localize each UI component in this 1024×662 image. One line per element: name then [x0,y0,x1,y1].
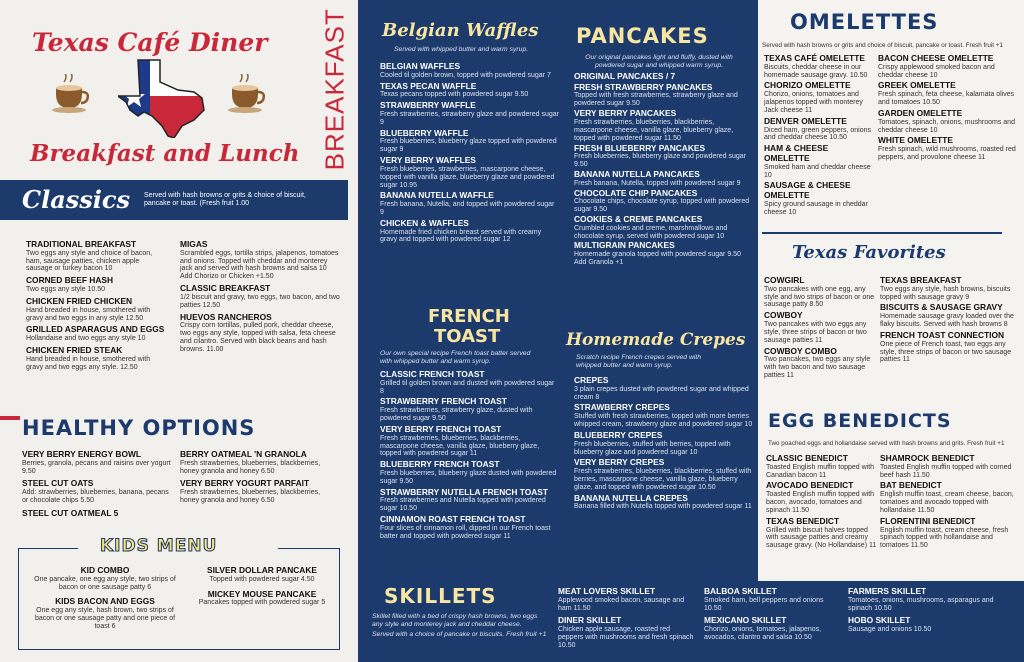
menu-item-name: TEXAS PECAN WAFFLE [380,80,477,91]
menu-item [764,276,878,309]
left-panel [0,0,358,662]
menu-item-name: CHICKEN & WAFFLES [380,217,469,228]
crepes-title: Homemade Crepes [566,330,746,350]
menu-item-description: Grilled with biscuit halves topped with sausage patties and creamy sausage gravy. (No Hollandaise) 11 [766,526,877,550]
menu-item-description: Fresh strawberries, blueberries, blackberries, honey granola and honey 6.50 [180,459,321,475]
menu-item [26,297,166,322]
menu-item-description: Hollandaise and two eggs any style 10 [26,335,146,343]
menu-item [26,325,166,343]
menu-item [380,370,560,395]
menu-item [380,101,560,126]
menu-item [704,587,840,612]
menu-item-description: Fresh blueberries, strawberries, mascarpone cheese, topped with vanilla glaze, blueberry glaze and powdered sugar 10.95 [380,165,555,189]
menu-item-description: Toasted English muffin topped with Canadian bacon 11 [766,463,875,479]
menu-item-description: Texas pecans topped with powdered sugar 9.50 [380,91,529,99]
menu-item [574,241,754,266]
menu-item [764,54,876,79]
menu-item-name: TRADITIONAL BREAKFAST [26,239,137,249]
menu-item [574,144,754,169]
menu-item-name: BAT BENEDICT [880,480,942,491]
menu-item-name: CHORIZO OMELETTE [764,80,851,91]
menu-item [878,81,1018,106]
menu-item-description: Tomatoes, onions, mushrooms, asparagus and spinach 10.50 [848,596,994,612]
menu-item [574,109,754,142]
menu-item [558,616,694,649]
skillets-title: SKILLETS [384,584,497,608]
menu-item-name: TEXAS BREAKFAST [880,275,962,285]
menu-item [380,219,560,244]
menu-item [574,431,754,456]
menu-item-name: DINER SKILLET [558,615,622,626]
french-title-1: FRENCH [428,306,510,327]
middle-panel [358,0,758,581]
menu-item-name: STRAWBERRY NUTELLA FRENCH TOAST [380,486,548,497]
menu-item-name: FRESH BLUEBERRY PANCAKES [574,142,706,153]
menu-item-name: BANANA NUTELLA WAFFLE [380,190,494,201]
menu-item-name: SAUSAGE & CHEESE OMELETTE [764,180,851,201]
menu-item-name: STEEL CUT OATS [22,478,94,489]
favorites-right-list [880,276,1020,366]
menu-item [30,566,180,591]
menu-item [766,517,878,550]
menu-item-description: Fresh blueberries, blueberry glaze topped with powdered sugar 9 [380,138,557,154]
omelettes-note: Served with hash browns or grits and choice of biscuit, pancake or toast. Fresh fruit +1 [762,42,1003,49]
menu-item-description: Homemade sausage gravy loaded over the flaky biscuits. Served with hash browns 8 [880,313,1014,329]
waffles-title: Belgian Waffles [382,20,539,41]
menu-item-name: TEXAS CAFÉ OMELETTE [764,53,865,63]
menu-item [764,81,876,114]
menu-item-description: Fresh strawberries, blueberries, blackberries, honey granola and honey 6.50 [180,489,321,505]
menu-item-description: Crispy corn tortillas, pulled pork, cheddar cheese, two eggs any style, topped with salsa, feta cheese and cilantro. Served with black beans and hash browns. 11.00 [180,322,336,354]
menu-item-name: BELGIAN WAFFLES [380,61,461,71]
kids-right-list [192,566,332,613]
menu-item-name: VERY BERRY ENERGY BOWL [22,449,141,459]
menu-item-description: Chorizo, onions, tomatoes and jalapenos topped with monterey Jack cheese 11 [764,91,863,114]
classics-right-list [180,240,340,357]
menu-item-description: Four slices of cinnamon roll, dipped in our French toast batter and topped with powdered sugar 11 [380,524,551,540]
menu-item-name: BLUEBERRY FRENCH TOAST [380,459,500,470]
menu-item-name: DENVER OMELETTE [764,115,847,126]
menu-item-name: FARMERS SKILLET [848,586,927,596]
menu-item-description: Berries, granola, pecans and raisins over yogurt 9.50 [22,459,171,475]
menu-item-description: Crumbled cookies and creme, marshmallows and chocolate syrup, served with powdered sugar 10 [574,224,728,240]
menu-item-description: One pancake, one egg any style, two strips of bacon or one sausage patty 6 [34,575,176,591]
menu-item-name: MICKEY MOUSE PANCAKE [207,588,317,599]
menu-item-name: CLASSIC FRENCH TOAST [380,369,485,379]
menu-item [764,117,876,142]
benedicts-title: EGG BENEDICTS [768,410,952,432]
omelettes-left-list [764,54,876,219]
healthy-left-list [22,450,172,523]
menu-item [180,313,340,354]
brand-name: Texas Café Diner [32,28,268,57]
menu-item-description: Fresh spinach, feta cheese, kalamata olives and tomatoes 10.50 [878,91,1015,107]
menu-item [380,397,560,422]
kids-title: KIDS MENU [100,536,218,556]
menu-item-name: SILVER DOLLAR PANCAKE [207,565,317,575]
menu-item-name: VERY BERRY WAFFLES [380,155,476,166]
skillets-col-1 [558,587,694,654]
menu-item [380,488,560,513]
skillets-note-2: Served with a choice of pancake or biscuits. Fresh fruit +1 [372,631,547,638]
menu-item-description: Sausage and onions 10.50 [848,626,932,634]
menu-item [574,215,754,240]
menu-item-name: BISCUITS & SAUSAGE GRAVY [880,302,1003,313]
menu-item-name: GARDEN OMELETTE [878,107,963,118]
menu-item-name: BLUEBERRY CREPES [574,429,663,440]
menu-item-name: ORIGINAL PANCAKES / 7 [574,71,676,81]
waffles-list [380,62,560,246]
menu-item-name: MEAT LOVERS SKILLET [558,586,656,596]
menu-item [848,587,1018,612]
menu-item [574,494,754,512]
menu-item-name: BALBOA SKILLET [704,586,777,596]
menu-item [574,83,754,108]
menu-item-description: Fresh strawberries, blueberries, blackberries, mascarpone cheese, vanilla glaze, blueberry glaze, topped with powdered sugar 11.50 [574,118,734,142]
menu-item [26,346,166,371]
menu-item-description: Biscuits, cheddar cheese in our homemade sausage gravy. 10.50 [764,63,868,79]
menu-item-description: Fresh blueberries, blueberry glaze and powdered sugar 9.50 [574,153,746,169]
menu-item [180,284,340,309]
classics-title: Classics [22,185,131,214]
brand-tagline: Breakfast and Lunch [30,140,300,167]
menu-item [180,479,340,504]
menu-item-name: VERY BERRY YOGURT PARFAIT [180,478,310,489]
menu-item [22,479,172,504]
menu-item [380,515,560,540]
menu-item [558,587,694,612]
menu-item [574,376,754,401]
menu-item [380,460,560,485]
skillets-col-3 [848,587,1018,638]
divider [0,416,20,420]
benedicts-left-list [766,454,878,552]
menu-item-description: Stuffed with fresh strawberries, topped with more berries whipped cream, strawberry glaze and powdered sugar 10 [574,413,753,429]
menu-item [380,62,560,80]
menu-item [22,509,172,519]
menu-item-name: CHICKEN FRIED CHICKEN [26,295,133,306]
menu-item [878,136,1018,161]
menu-item-name: HAM & CHEESE OMELETTE [764,143,829,163]
french-note: Our own special recipe French toast batter served with whipped butter and warm syrup. [380,350,531,366]
menu-item-description: Spicy ground sausage in cheddar cheese 10 [764,200,868,216]
omelettes-title: OMELETTES [790,10,939,34]
menu-item [880,454,1020,479]
menu-item-description: 3 plain crepes dusted with powdered sugar and whipped cream 8 [574,385,749,401]
menu-item-description: Fresh spinach, wild mushrooms, roasted red peppers, and provolone cheese 11 [878,146,1016,161]
menu-item-description: Scrambled eggs, tortilla strips, jalapenos, tomatoes and onions. Topped with cheddar and monterey jack and served with hash browns and salsa 10 Add Chorizo or Chicken +1.50 [180,249,339,281]
menu-item-name: KIDS BACON AND EGGS [55,596,155,607]
menu-item-name: WHITE OMELETTE [878,135,953,146]
skillets-note-1: Skillet filled with a bed of crispy hash browns, two eggs any style and monterey jack and cheddar cheese. [372,613,538,629]
menu-item [766,481,878,514]
menu-item-name: MULTIGRAIN PANCAKES [574,240,675,251]
menu-item [180,240,340,281]
omelettes-right-list [878,54,1018,164]
menu-item-name: BLUEBERRY WAFFLE [380,127,469,138]
menu-item-description: One egg any style, hash brown, two strips of bacon or one sausage patty and one piece of toast 6 [34,607,176,630]
texas-flag-map-icon [118,58,208,138]
menu-item-name: BANANA NUTELLA PANCAKES [574,168,700,179]
menu-item-description: Toasted English muffin topped with bacon, avocado, tomatoes and spinach 11.50 [766,491,875,514]
menu-item-name: GREEK OMELETTE [878,80,956,91]
menu-item [180,450,340,475]
menu-item-description: Fresh blueberries, stuffed with berries, topped with blueberry glaze and powdered sugar 10 [574,440,731,456]
menu-item-description: Diced ham, green peppers, onions and cheddar cheese 10.50 [764,126,872,142]
menu-item-name: CHICKEN FRIED STEAK [26,344,123,355]
menu-item-description: Fresh banana, Nutella, and topped with powdered sugar 9 [380,201,555,216]
menu-item-name: COWGIRL [764,275,805,285]
menu-item [764,144,876,179]
menu-item [574,458,754,491]
menu-item-description: Topped with powdered sugar 4.50 [209,575,315,583]
menu-item-name: STEEL CUT OATMEAL 5 [22,507,119,518]
menu-item-name: CHOCOLATE CHIP PANCAKES [574,187,698,198]
menu-item-description: Add: strawberries, blueberries, banana, pecans or chocolate chips 5.50 [22,489,169,505]
menu-item-description: Hand breaded in house, smothered with gravy and two eggs any style. 12.50 [26,355,151,371]
menu-item-name: STRAWBERRY FRENCH TOAST [380,396,507,407]
coffee-cup-icon [228,74,268,114]
menu-item-description: Grilled til golden brown and dusted with powdered sugar 8 [380,379,555,395]
menu-item [192,590,332,608]
menu-item [22,450,172,475]
menu-item-name: BANANA NUTELLA CREPES [574,492,688,503]
menu-item-description: Hand breaded in house, smothered with gravy and two eggs in any style 12.50 [26,306,151,322]
menu-item-name: FLORENTINI BENEDICT [880,515,976,526]
menu-item-name: CLASSIC BENEDICT [766,453,848,463]
menu-item [380,425,560,458]
benedicts-note: Two poached eggs and hollandaise served with hash browns and grits. Fresh fruit +1 [768,440,1005,447]
menu-item [380,129,560,154]
menu-item-name: FRESH STRAWBERRY PANCAKES [574,81,713,92]
menu-item-name: VERY BERRY PANCAKES [574,108,677,119]
french-list [380,370,560,543]
menu-item-name: STRAWBERRY CREPES [574,402,670,413]
menu-item-name: FRENCH TOAST CONNECTION [880,329,1005,340]
waffles-note: Served with whipped butter and warm syrup. [394,46,529,53]
menu-item-name: COWBOY [764,310,803,321]
menu-item-name: VERY BERRY FRENCH TOAST [380,423,502,434]
menu-item-description: Homemade granola topped with powdered sugar 9.50 Add Granola +1 [574,251,741,267]
menu-item-description: Two eggs any style 10.50 [26,286,105,294]
menu-item-description: Pancakes topped with powdered sugar 5 [198,599,326,607]
menu-item [880,303,1020,328]
menu-item-description: Fresh strawberries and Nutella topped with powdered sugar 10.50 [380,497,546,513]
menu-item-name: COWBOY COMBO [764,345,837,356]
menu-item-name: STRAWBERRY WAFFLE [380,100,476,111]
menu-item-description: Toasted English muffin topped with corned beef hash 11.50 [880,463,1012,479]
menu-item-description: Smoked ham, bell peppers and onions 10.50 [704,596,824,612]
menu-item-description: Fresh strawberries, blueberries, blackberries, stuffed with berries, mascarpone cheese, vanilla glaze, blueberry glaze, and topped with powdered sugar 10.50 [574,468,752,491]
menu-item [574,403,754,428]
menu-item [574,189,754,214]
menu-item [880,331,1020,364]
right-panel [758,0,1024,581]
menu-item-name: HUEVOS RANCHEROS [180,311,272,322]
menu-item-description: English muffin toast, cream cheese, bacon, tomatoes and avocado topped with hollandaise 11.50 [880,491,1014,514]
menu-item-name: HOBO SKILLET [848,615,911,626]
menu-item [848,616,1018,634]
menu-item-description: Topped with fresh strawberries, strawberry glaze and powdered sugar 9.50 [574,92,738,108]
menu-item-name: MEXICANO SKILLET [704,615,787,626]
menu-item-name: COOKIES & CREME PANCAKES [574,214,703,224]
skillets-panel [358,581,1024,662]
menu-item [880,517,1020,550]
kids-left-list [30,566,180,637]
menu-item-description: Fresh strawberries, strawberry glaze and powdered sugar 9 [380,110,559,126]
menu-item-name: TEXAS BENEDICT [766,515,840,526]
menu-item-name: SHAMROCK BENEDICT [880,453,975,463]
menu-item-description: Chicken apple sausage, roasted red peppers with mushrooms and fresh spinach 10.50 [558,626,694,649]
menu-item [380,82,560,100]
menu-item-description: Banana filled with Nutella topped with powdered sugar 11 [574,503,752,511]
pancakes-note: Our original pancakes light and fluffy, dusted with powdered sugar and whipped warm syrup. [585,54,733,70]
coffee-cup-icon [52,74,92,114]
breakfast-vertical-label: BREAKFAST [319,8,350,171]
menu-item-description: Two eggs any style and choice of bacon, ham, sausage patties, chicken apple sausage or turkey bacon 10 [26,249,153,273]
menu-item-description: Chorizo, onions, tomatoes, jalapenos, avocados, cilantro and salsa 10.50 [704,626,822,642]
menu-item-description: Two pancakes with one egg, any style and two strips of bacon or one sausage patty 8.50 [764,285,875,309]
menu-item [878,54,1018,79]
menu-item [704,616,840,641]
classics-left-list [26,240,166,374]
menu-item-description: Homemade fried chicken breast served with creamy gravy and topped with powdered sugar 12 [380,228,542,244]
menu-item-description: English muffin toast, cream cheese, fresh spinach topped with hollandaise and tomatoes 11.50 [880,526,1009,550]
menu-item-name: VERY BERRY CREPES [574,457,665,468]
classics-note: Served with hash browns or grits & choice of biscuit, pancake or toast. (Fresh fruit 1.00 [144,192,306,208]
french-title-2: TOAST [434,326,501,347]
pancakes-title: PANCAKES [576,24,709,48]
menu-item-description: Chocolate chips, chocolate syrup, topped with powdered sugar 9.50 [574,198,750,214]
menu-item-description: Fresh banana, Nutella, topped with powdered sugar 9 [574,179,741,187]
skillets-col-2 [704,587,840,646]
menu-item [192,566,332,584]
menu-item-description: Fresh blueberries, blueberry glaze dusted with powdered sugar 9.50 [380,469,557,485]
menu-item-name: KID COMBO [80,565,130,575]
crepes-note: Scratch recipe French crepes served with whipped butter and warm syrup. [576,354,702,370]
menu-item-name: CORNED BEEF HASH [26,275,114,286]
menu-item [574,170,754,188]
favorites-title: Texas Favorites [792,242,946,263]
menu-item [380,191,560,216]
menu-item-name: MIGAS [180,239,208,249]
menu-item-name: AVOCADO BENEDICT [766,480,854,491]
benedicts-right-list [880,454,1020,552]
menu-item [880,276,1020,301]
menu-item-name: CLASSIC BREAKFAST [180,283,271,294]
breakfast-side-wrap [319,8,350,171]
healthy-right-list [180,450,340,509]
menu-item-description: Two pancakes, two eggs any style with two bacon and two sausage patties 11 [764,356,871,380]
crepes-list [574,376,754,513]
menu-item-description: Fresh strawberries, strawberry glaze, dusted with powdered sugar 9.50 [380,407,533,423]
menu-item [766,454,878,479]
healthy-title: HEALTHY OPTIONS [22,416,256,440]
menu-item-description: Fresh strawberries, blueberries, blackberries, mascarpone cheese, vanilla glaze, blueberry glaze, topped with powdered sugar 11 [380,434,540,458]
menu-item-description: 1/2 biscuit and gravy, two eggs, two bacon, and two patties 12.50 [180,293,340,309]
divider [762,232,1002,234]
menu-item-description: Crispy applewood smoked bacon and cheddar cheese 10 [878,63,995,79]
menu-item-description: Applewood smoked bacon, sausage and ham 11.50 [558,596,685,612]
menu-item-name: CINNAMON ROAST FRENCH TOAST [380,514,526,525]
menu-item-description: Cooled til golden brown, topped with powdered sugar 7 [380,71,551,79]
menu-item [26,240,166,273]
menu-item [26,276,166,294]
pancakes-list [574,72,754,268]
menu-item [380,156,560,189]
favorites-left-list [764,276,878,382]
menu-item-description: Smoked ham and cheddar cheese 10 [764,163,871,179]
menu-item-name: CREPES [574,375,609,385]
menu-item-name: GRILLED ASPARAGUS AND EGGS [26,324,165,335]
menu-item [880,481,1020,514]
menu-item-description: One piece of French toast, two eggs any style, three strips of bacon or two sausage patties 11 [880,340,1012,364]
menu-item [30,597,180,630]
menu-item [764,347,878,380]
menu-item-description: Tomatoes, spinach, onions, mushrooms and cheddar cheese 10 [878,118,1015,134]
menu-item [878,109,1018,134]
menu-item [764,181,876,216]
menu-item-name: BACON CHEESE OMELETTE [878,53,994,63]
menu-item-description: Two eggs any style, hash browns, biscuits topped with sausage gravy 9 [880,285,1011,301]
menu-item [574,72,754,82]
menu-item-name: BERRY OATMEAL 'N GRANOLA [180,449,307,459]
menu-item-description: Two pancakes with two eggs any style, three strips of bacon or two sausage patties 11 [764,321,867,344]
menu-item [764,311,878,344]
